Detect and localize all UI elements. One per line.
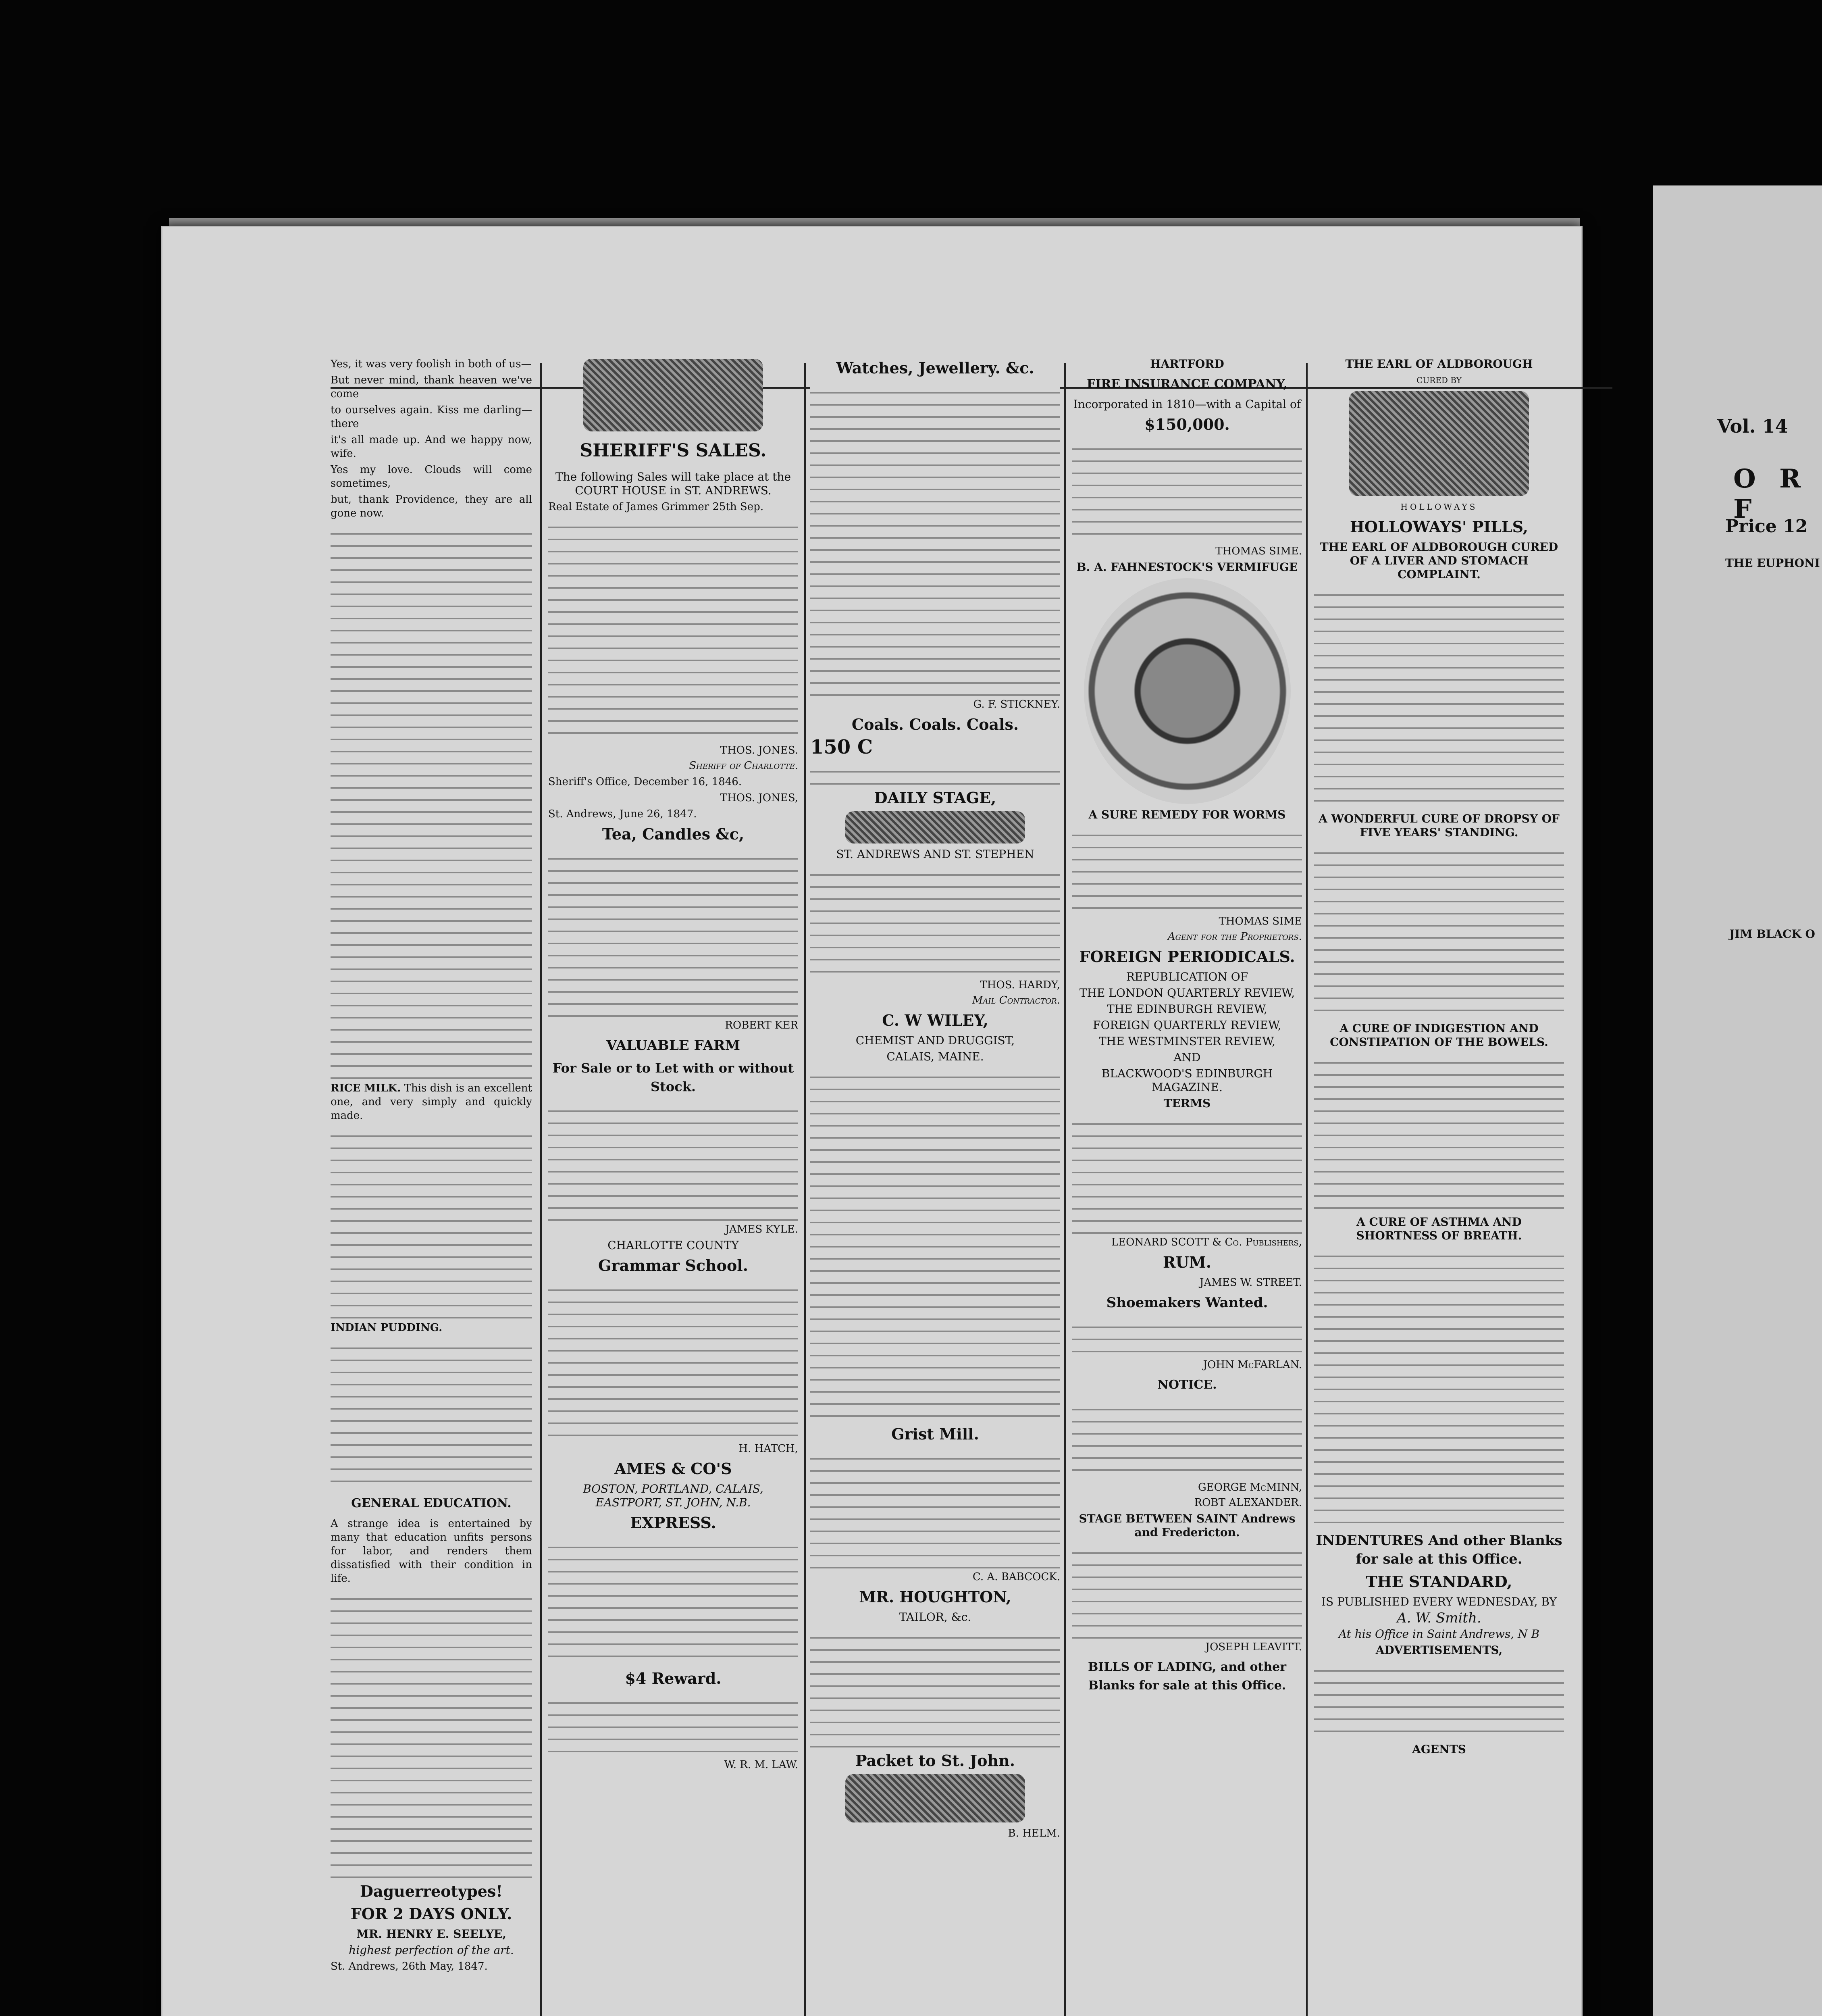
periodical-item: THE LONDON QUARTERLY REVIEW, — [1079, 986, 1295, 1000]
text-block — [331, 1588, 532, 1878]
farm-heading: VALUABLE FARM — [606, 1037, 740, 1054]
ames-express-heading: AMES & CO'S — [614, 1460, 732, 1478]
indian-pudding-heading: INDIAN PUDDING. — [331, 1322, 443, 1334]
cure-heading: A CURE OF INDIGESTION AND CONSTIPATION OF THE BOWELS. — [1330, 1022, 1548, 1049]
sale-date: St. Andrews, June 26, 1847. — [548, 808, 697, 820]
ship-illustration — [845, 1774, 1025, 1822]
indentures-heading: INDENTURES And other Blanks for sale at this Office. — [1316, 1533, 1562, 1567]
farm-subheading: For Sale or to Let with or without Stock. — [552, 1060, 794, 1094]
notice-heading: NOTICE. — [1157, 1378, 1217, 1392]
daguerreotypes-photographer: MR. HENRY E. SEELYE, — [356, 1927, 506, 1941]
notice-signature: ROBT ALEXANDER. — [1194, 1497, 1302, 1509]
school-county: CHARLOTTE COUNTY — [607, 1239, 739, 1252]
coals-heading: Coals. Coals. Coals. — [851, 715, 1019, 733]
rum-heading: RUM. — [1163, 1253, 1211, 1271]
standard-place: At his Office in Saint Andrews, N B — [1338, 1627, 1540, 1641]
daily-stage-heading: DAILY STAGE, — [874, 789, 996, 807]
column-divider — [804, 363, 806, 2016]
watches-heading: Watches, Jewellery. &c. — [836, 359, 1034, 377]
insurance-agent: THOMAS SIME. — [1215, 545, 1302, 557]
publisher-line: LEONARD SCOTT & Co. Publishers, — [1111, 1236, 1302, 1248]
stage-signature: JOSEPH LEAVITT. — [1205, 1641, 1302, 1653]
sheriff-signature: THOS. JONES. — [720, 744, 798, 756]
insurance-heading: FIRE INSURANCE COMPANY, — [1087, 377, 1287, 391]
daily-stage-route: ST. ANDREWS AND ST. STEPHEN — [836, 848, 1034, 861]
cured-by-label: CURED BY — [1416, 375, 1462, 385]
houghton-heading: MR. HOUGHTON, — [859, 1588, 1011, 1606]
sheriff-signature: THOS. JONES, — [720, 792, 798, 804]
periodical-item: REPUBLICATION OF — [1126, 970, 1248, 983]
reward-heading: $4 Reward. — [625, 1669, 722, 1687]
standard-publisher: A. W. Smith. — [1397, 1610, 1481, 1626]
text-block — [810, 381, 1060, 696]
column-divider — [1306, 363, 1308, 2016]
stage-signature-role: Mail Contractor. — [972, 994, 1060, 1006]
article-heading: JIM BLACK O — [1729, 927, 1815, 941]
ames-express-route: BOSTON, PORTLAND, CALAIS, EASTPORT, ST. JOHN, N.B. — [583, 1482, 763, 1509]
grist-signature: C. A. BABCOCK. — [972, 1571, 1060, 1583]
daguerreotypes-tagline: highest perfection of the art. — [349, 1943, 514, 1957]
text-block — [1314, 1052, 1564, 1213]
text-block — [1314, 842, 1564, 1019]
tea-candles-heading: Tea, Candles &c, — [602, 825, 745, 843]
sheriff-sales-subheading: The following Sales will take place at the COURT HOUSE in ST. ANDREWS. — [555, 470, 791, 497]
grist-mill-heading: Grist Mill. — [891, 1425, 979, 1443]
text-block — [1072, 1542, 1302, 1639]
farm-signature: JAMES KYLE. — [725, 1223, 798, 1235]
text-block — [810, 864, 1060, 977]
cure-heading: THE EARL OF ALDBOROUGH CURED OF A LIVER AND STOMACH COMPLAINT. — [1320, 540, 1558, 581]
text-block — [548, 1279, 798, 1440]
text-block — [331, 1337, 532, 1490]
poem-line: to ourselves again. Kiss me darling—there — [331, 404, 532, 430]
rice-milk-text: This dish is an excellent one, and very simply and quickly made. — [331, 1082, 532, 1122]
education-heading: GENERAL EDUCATION. — [351, 1496, 512, 1510]
sheriff-office-date: Sheriff's Office, December 16, 1846. — [548, 776, 742, 788]
standard-heading: THE STANDARD, — [1366, 1572, 1512, 1591]
column-4 — [1072, 355, 1302, 2016]
insurance-city: HARTFORD — [1150, 357, 1224, 371]
rum-signature: JAMES W. STREET. — [1199, 1277, 1302, 1289]
grammar-school-heading: Grammar School. — [598, 1256, 748, 1275]
text-block — [331, 1125, 532, 1318]
vermifuge-motto: A SURE REMEDY FOR WORMS — [1088, 808, 1286, 821]
houghton-subheading: TAILOR, &c. — [899, 1610, 971, 1624]
text-block — [1072, 1113, 1302, 1234]
vermifuge-banner: B. A. FAHNESTOCK'S VERMIFUGE — [1076, 560, 1298, 574]
coals-quantity: 150 C — [810, 736, 873, 758]
poem-line: But never mind, thank heaven we've come — [331, 374, 532, 400]
volume-label: Vol. 14 — [1717, 415, 1788, 437]
vermifuge-agent-role: Agent for the Proprietors. — [1167, 931, 1302, 943]
periodical-item: THE EDINBURGH REVIEW, — [1107, 1002, 1267, 1016]
periodical-item: BLACKWOOD'S EDINBURGH MAGAZINE. — [1101, 1067, 1273, 1094]
sheriff-sales-heading: SHERIFF'S SALES. — [580, 440, 767, 461]
cure-heading: A WONDERFUL CURE OF DROPSY OF FIVE YEARS' STANDING. — [1319, 812, 1560, 839]
holloway-side-label: HOLLOWAYS — [1400, 502, 1478, 512]
column-2 — [548, 355, 798, 2016]
terms-heading: TERMS — [1163, 1097, 1211, 1110]
stage-heading: STAGE BETWEEN SAINT Andrews and Fredericton. — [1079, 1512, 1296, 1539]
wiley-place: CALAIS, MAINE. — [886, 1050, 984, 1063]
insurance-capital: $150,000. — [1144, 415, 1230, 433]
vermifuge-illustration — [1084, 578, 1291, 804]
periodical-item: FOREIGN QUARTERLY REVIEW, — [1093, 1018, 1281, 1032]
text-block — [1072, 1398, 1302, 1479]
bills-heading: BILLS OF LADING, and other Blanks for sale at this Office. — [1088, 1660, 1287, 1693]
text-block — [1314, 1660, 1564, 1740]
text-block — [1314, 584, 1564, 810]
express-heading: EXPRESS. — [630, 1514, 716, 1532]
text-block — [548, 1100, 798, 1221]
text-block — [548, 1536, 798, 1665]
text-block — [810, 1447, 1060, 1568]
rice-milk-heading: RICE MILK. — [331, 1082, 401, 1094]
poem-line: but, thank Providence, they are all gone now. — [331, 494, 532, 519]
text-block — [548, 1692, 798, 1756]
periodical-item: THE WESTMINSTER REVIEW, — [1098, 1035, 1276, 1048]
sheriff-title: Sheriff of Charlotte. — [689, 760, 798, 772]
column-divider — [1064, 363, 1066, 2016]
agents-heading: AGENTS — [1412, 1743, 1466, 1756]
reward-signature: W. R. M. LAW. — [724, 1759, 798, 1771]
shoemakers-signature: JOHN McFARLAN. — [1203, 1359, 1302, 1371]
cure-heading: A CURE OF ASTHMA AND SHORTNESS OF BREATH. — [1356, 1215, 1522, 1242]
text-block — [810, 1066, 1060, 1421]
tea-signature: ROBERT KER — [725, 1019, 798, 1031]
daguerreotypes-date: St. Andrews, 26th May, 1847. — [331, 1960, 488, 1972]
text-block — [810, 760, 1060, 785]
adjacent-page — [1653, 185, 1822, 2016]
standard-subheading: IS PUBLISHED EVERY WEDNESDAY, BY — [1321, 1595, 1557, 1608]
column-3 — [810, 355, 1060, 2016]
poem-line: Yes my love. Clouds will come sometimes, — [331, 464, 532, 489]
stage-signature: THOS. HARDY, — [980, 979, 1060, 991]
column-5 — [1314, 355, 1564, 2016]
daguerreotypes-heading: Daguerreotypes! — [360, 1882, 503, 1900]
stage-coach-illustration — [845, 811, 1025, 843]
estate-line: Real Estate of James Grimmer 25th Sep. — [548, 501, 764, 513]
earl-heading: THE EARL OF ALDBOROUGH — [1345, 357, 1533, 371]
masthead-fragment: O R F — [1733, 464, 1808, 524]
watches-signature: G. F. STICKNEY. — [973, 698, 1060, 710]
vermifuge-agent: THOMAS SIME — [1219, 915, 1302, 927]
article-heading: THE EUPHONI — [1725, 556, 1820, 570]
text-block — [1314, 1245, 1564, 1527]
periodical-item: AND — [1173, 1051, 1201, 1064]
daguerreotypes-subheading: FOR 2 DAYS ONLY. — [350, 1905, 512, 1923]
packet-heading: Packet to St. John. — [855, 1752, 1015, 1770]
text-block — [810, 1627, 1060, 1747]
price-label: Price 12 — [1725, 516, 1808, 537]
text-block — [548, 516, 798, 742]
packet-signature: B. HELM. — [1008, 1827, 1060, 1839]
wiley-heading: C. W WILEY, — [882, 1011, 988, 1029]
text-block — [1072, 438, 1302, 543]
holloway-illustration — [1349, 391, 1529, 496]
poem-line: it's all made up. And we happy now, wife. — [331, 434, 532, 460]
insurance-incorporation: Incorporated in 1810—with a Capital of — [1073, 398, 1301, 411]
education-text: A strange idea is entertained by many that education unfits persons for labor, and renders them dissatisfied with their condition in life. — [331, 1518, 532, 1585]
advertisements-heading: ADVERTISEMENTS, — [1375, 1643, 1503, 1657]
poem-line: Yes, it was very foolish in both of us— — [331, 358, 532, 370]
holloways-pills-heading: HOLLOWAYS' PILLS, — [1350, 518, 1528, 536]
foreign-periodicals-heading: FOREIGN PERIODICALS. — [1079, 948, 1295, 966]
text-block — [548, 848, 798, 1017]
column-1 — [331, 355, 532, 2016]
column-divider — [540, 363, 542, 2016]
wiley-subheading: CHEMIST AND DRUGGIST, — [855, 1034, 1015, 1047]
text-block — [1072, 1316, 1302, 1356]
shoemakers-heading: Shoemakers Wanted. — [1106, 1295, 1268, 1311]
text-block — [331, 523, 532, 1079]
text-block — [1072, 824, 1302, 913]
sheriff-crest-illustration — [583, 359, 763, 431]
school-signature: H. HATCH, — [738, 1443, 798, 1455]
notice-signature: GEORGE McMINN, — [1198, 1481, 1302, 1493]
